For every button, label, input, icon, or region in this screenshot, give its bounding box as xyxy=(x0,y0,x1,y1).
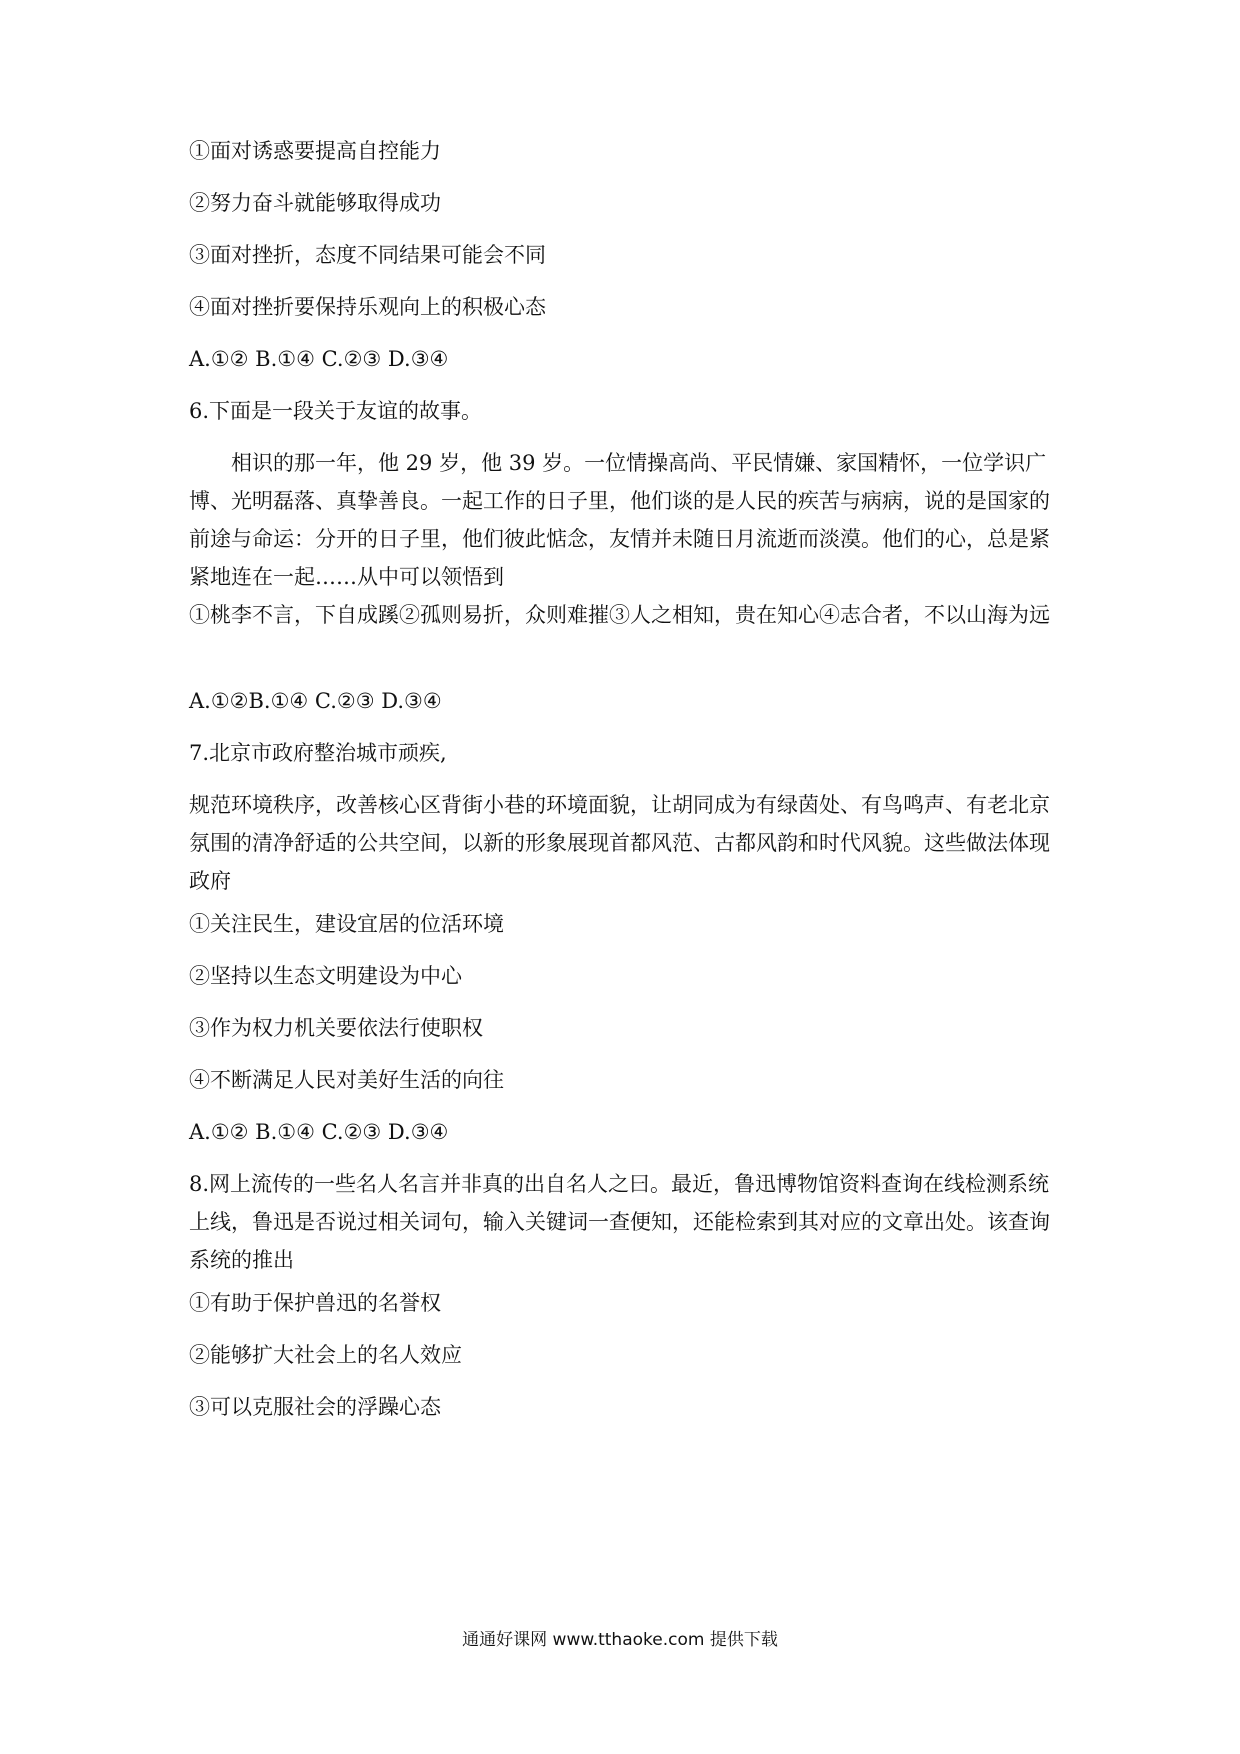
q5-choices: A.①② B.①④ C.②③ D.③④ xyxy=(189,347,449,371)
q8-stem: 8.网上流传的一些名人名言并非真的出自名人之曰。最近，鲁迅博物馆资料查询在线检测系统上线，鲁迅是否说过相关词句，输入关键词一查便知，还能检索到其对应的文章出处。该查询系统的推出 xyxy=(189,1172,1050,1272)
page-footer: 通通好课网 www.tthaoke.com 提供下载 xyxy=(462,1630,778,1650)
q7-option-3: ③作为权力机关要依法行使职权 xyxy=(189,1016,483,1040)
q7-stem: 7.北京市政府整治城市顽疾, xyxy=(189,741,447,765)
q5-option-2: ②努力奋斗就能够取得成功 xyxy=(189,191,441,215)
q5-option-1: ①面对诱惑要提高自控能力 xyxy=(189,139,441,163)
q7-passage: 规范环境秩序，改善核心区背街小巷的环境面貌，让胡同成为有绿茵处、有鸟鸣声、有老北京氛围的清净舒适的公共空间，以新的形象展现首都风范、古都风韵和时代风貌。这些做法体现政府 xyxy=(189,793,1050,893)
q5-option-4: ④面对挫折要保持乐观向上的积极心态 xyxy=(189,295,546,319)
q6-passage: 相识的那一年，他 29 岁，他 39 岁。一位情操高尚、平民情嫌、家国精怀，一位学识广博、光明磊落、真挚善良。一起工作的日子里，他们谈的是人民的疾苦与病病，说的是国家的前途与命运：分开的日子里，他们彼此惦念，友情并未随日月流逝而淡漠。他们的心，总是紧紧地连在一起……从中可以领悟到 xyxy=(189,451,1050,589)
q8-option-3: ③可以克服社会的浮躁心态 xyxy=(189,1395,441,1419)
q6-options: ①桃李不言，下自成蹊②孤则易折，众则难摧③人之相知，贵在知心④志合者，不以山海为远 xyxy=(189,603,1050,627)
q6-stem: 6.下面是一段关于友谊的故事。 xyxy=(189,399,483,423)
q7-option-2: ②坚持以生态文明建设为中心 xyxy=(189,964,462,988)
q7-choices: A.①② B.①④ C.②③ D.③④ xyxy=(189,1120,449,1144)
q8-option-2: ②能够扩大社会上的名人效应 xyxy=(189,1343,462,1367)
q7-option-1: ①关注民生，建设宜居的位活环境 xyxy=(189,912,504,936)
q7-option-4: ④不断满足人民对美好生活的向往 xyxy=(189,1068,504,1092)
q6-choices: A.①②B.①④ C.②③ D.③④ xyxy=(189,689,442,713)
q8-option-1: ①有助于保护兽迅的名誉权 xyxy=(189,1291,441,1315)
q5-option-3: ③面对挫折，态度不同结果可能会不同 xyxy=(189,243,546,267)
